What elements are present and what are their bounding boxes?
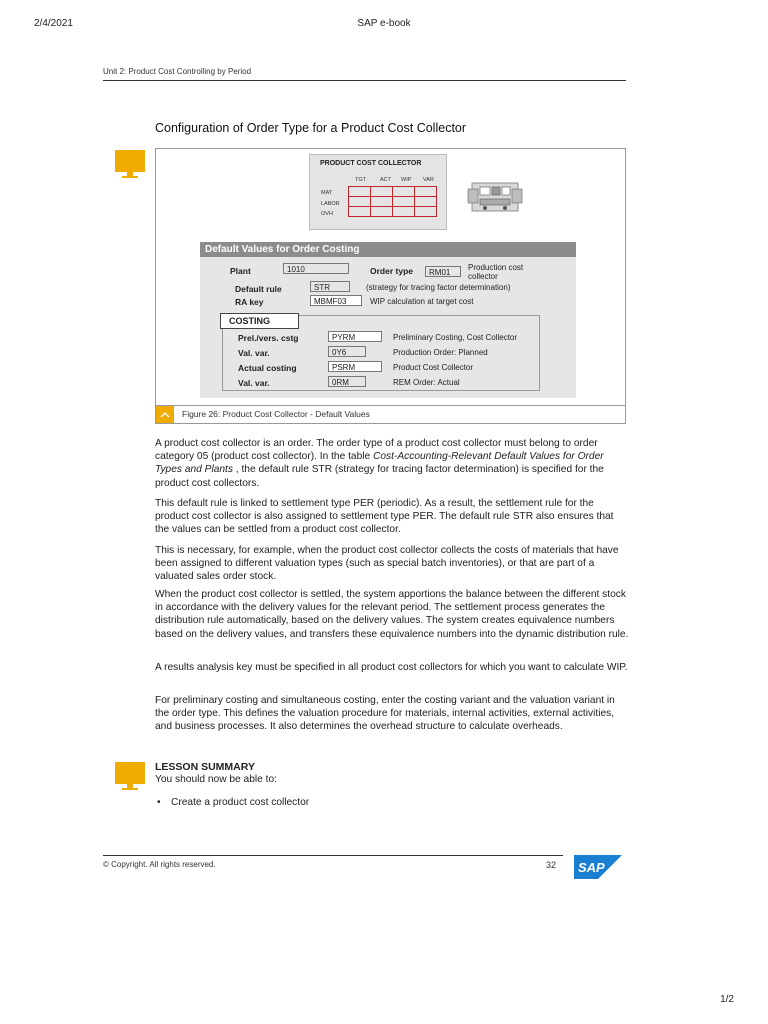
order-type-description: Production cost collector — [468, 263, 524, 281]
default-rule-label: Default rule — [235, 284, 282, 294]
order-type-label: Order type — [370, 266, 413, 276]
paragraph: A results analysis key must be specified in all product cost collectors for which you want to calculate WIP. — [155, 662, 628, 673]
paragraph: For preliminary costing and simultaneous costing, enter the costing variant and the valuation variant in the order type. This defines the valuation procedure for materials, internal activities, external activities, and business processes. It also determines the overhead structure to calculate overheads. — [155, 695, 615, 733]
matrix-row-header: LABOR — [321, 201, 340, 207]
unit-title: Unit 2: Product Cost Controlling by Period — [103, 67, 252, 76]
sap-logo — [574, 855, 622, 879]
matrix-row-header: MAT — [321, 190, 333, 196]
panel-header: Default Values for Order Costing — [200, 242, 576, 257]
plant-label: Plant — [230, 266, 251, 276]
lesson-summary-subtitle: You should now be able to: — [155, 774, 277, 785]
figure-caption-bar — [156, 405, 625, 423]
order-type-field[interactable]: RM01 — [425, 266, 461, 277]
paragraph: This is necessary, for example, when the product cost collector collects the costs of materials that have been assigned to different valuation types (such as special batch inventories), or that are part of a valuated sales order stock. — [155, 545, 619, 583]
tab-costing[interactable]: COSTING — [220, 313, 299, 329]
costing-row-description: Production Order: Planned — [393, 348, 488, 357]
costing-row-field[interactable]: PYRM — [328, 331, 382, 342]
costing-row-description: Product Cost Collector — [393, 363, 474, 372]
ra-key-description: WIP calculation at target cost — [370, 297, 474, 306]
section-title: Configuration of Order Type for a Product Cost Collector — [155, 121, 467, 135]
product-cost-collector-matrix — [309, 154, 447, 230]
footer-rule — [103, 855, 563, 856]
matrix-title: PRODUCT COST COLLECTOR — [320, 160, 422, 167]
svg-text:SAP: SAP — [578, 860, 605, 875]
plant-field[interactable]: 1010 — [283, 263, 349, 274]
ra-key-field[interactable]: MBMF03 — [310, 295, 362, 306]
paragraph: This default rule is linked to settlement type PER (periodic). As a result, the settlement rule for the product cost collector is also assigned to settlement type PER. The default rule STR also ensures that the values can be settled from a product cost collector. — [155, 498, 614, 536]
costing-row-label: Val. var. — [238, 378, 270, 388]
bullet: • — [157, 797, 161, 808]
monitor-icon — [114, 760, 146, 792]
print-date: 2/4/2021 — [34, 18, 73, 29]
costing-row-field[interactable]: 0RM — [328, 376, 366, 387]
monitor-icon — [114, 148, 146, 180]
matrix-grid — [348, 186, 437, 217]
page-number: 32 — [546, 860, 557, 870]
figure-caption: Figure 26: Product Cost Collector - Default Values — [182, 409, 370, 419]
copyright: © Copyright. All rights reserved. — [103, 860, 216, 869]
default-rule-description: (strategy for tracing factor determination) — [366, 283, 511, 292]
machine-icon — [466, 179, 524, 215]
print-page-number: 1/2 — [720, 994, 734, 1005]
header-rule — [103, 80, 626, 81]
default-values-panel — [200, 242, 576, 398]
lesson-summary-title: LESSON SUMMARY — [155, 761, 255, 773]
print-title: SAP e-book — [357, 18, 411, 29]
matrix-column-header: VAR — [423, 177, 434, 183]
costing-row-label: Prel./vers. cstg — [238, 333, 299, 343]
costing-row-field[interactable]: PSRM — [328, 361, 382, 372]
costing-row-field[interactable]: 0Y6 — [328, 346, 366, 357]
costing-row-label: Actual costing — [238, 363, 297, 373]
table-reference: Cost-Accounting-Relevant Default Values for Order Types and Plants — [155, 451, 604, 476]
matrix-column-header: ACT — [380, 177, 391, 183]
default-rule-field[interactable]: STR — [310, 281, 350, 292]
matrix-row-header: OVH — [321, 211, 333, 217]
ra-key-label: RA key — [235, 297, 264, 307]
costing-row-description: REM Order: Actual — [393, 378, 460, 387]
matrix-column-header: TGT — [355, 177, 366, 183]
chevron-up-icon[interactable] — [156, 406, 174, 423]
paragraph: A product cost collector is an order. The order type of a product cost collector must belong to order category 05 (product cost collector). In the table Cost-Accounting-Relevant Default Values for Order Types and Plants , the default rule STR (strategy for tracing factor determination) is specified for the product cost collectors. — [155, 438, 604, 489]
costing-row-description: Preliminary Costing, Cost Collector — [393, 333, 518, 342]
paragraph: When the product cost collector is settled, the system apportions the balance between the different stock in accordance with the delivery values for the relevant period. The settlement process generates the distribution rule automatically, based on the delivery values. The system creates equivalence numbers based on the delivery values, and transfers these equivalence numbers into the dynamic distribution rule. — [155, 589, 629, 640]
costing-row-label: Val. var. — [238, 348, 270, 358]
matrix-column-header: WIP — [401, 177, 412, 183]
lesson-summary-item: Create a product cost collector — [171, 797, 310, 808]
